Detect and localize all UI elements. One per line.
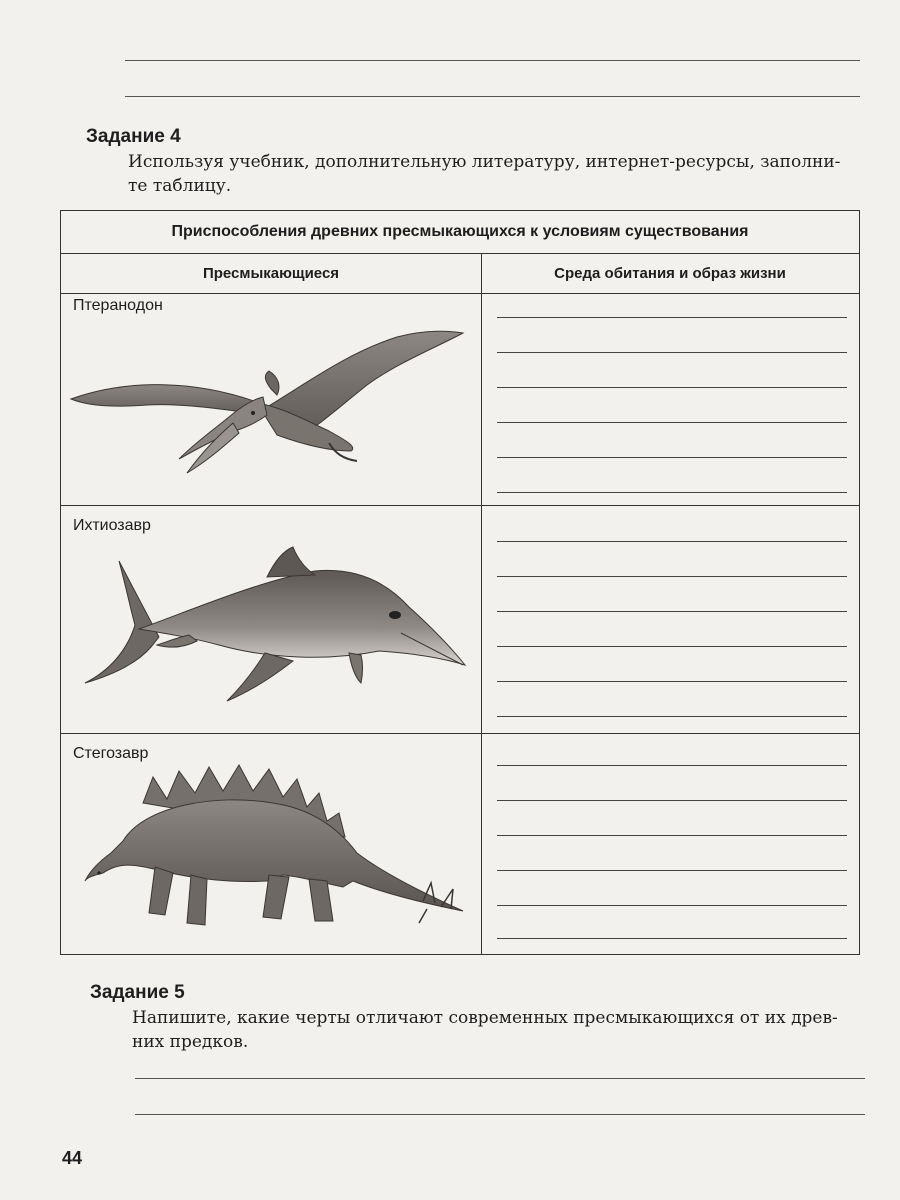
task-5-text: Напишите, какие черты отличают современных пресмыкающихся от их древ- них предков. [132, 1008, 838, 1052]
animal-name-pteranodon: Птеранодон [73, 297, 163, 314]
row-divider [61, 505, 859, 506]
animal-name-stegosaurus: Стегозавр [73, 745, 149, 762]
answer-line[interactable] [497, 611, 847, 612]
column-header-reptiles: Пресмыкающиеся [61, 253, 481, 294]
answer-line[interactable] [135, 1078, 865, 1079]
answer-line[interactable] [497, 681, 847, 682]
answer-line[interactable] [497, 352, 847, 353]
answer-line[interactable] [497, 317, 847, 318]
answer-line[interactable] [497, 938, 847, 939]
answer-line[interactable] [497, 716, 847, 717]
column-divider [481, 253, 482, 954]
answer-line[interactable] [135, 1114, 865, 1115]
answer-line[interactable] [497, 835, 847, 836]
answer-line[interactable] [497, 387, 847, 388]
animal-name-ichthyosaur: Ихтиозавр [73, 517, 151, 534]
answer-line[interactable] [497, 800, 847, 801]
answer-line[interactable] [497, 492, 847, 493]
task-4-title: Задание 4 [86, 126, 181, 147]
row-divider [61, 733, 859, 734]
answer-line[interactable] [497, 576, 847, 577]
answer-line[interactable] [497, 870, 847, 871]
answer-line[interactable] [497, 646, 847, 647]
page-number: 44 [62, 1148, 83, 1168]
adaptations-table [60, 210, 860, 955]
table-title: Приспособления древних пресмыкающихся к условиям существования [61, 211, 859, 254]
answer-line[interactable] [497, 457, 847, 458]
answer-line[interactable] [497, 905, 847, 906]
answer-line[interactable] [497, 422, 847, 423]
column-header-habitat: Среда обитания и образ жизни [481, 253, 859, 294]
task-4-text: Используя учебник, дополнительную литературу, интернет-ресурсы, заполни- те таблицу. [128, 152, 841, 196]
answer-line[interactable] [497, 765, 847, 766]
answer-line[interactable] [125, 60, 860, 61]
answer-line[interactable] [125, 96, 860, 97]
stegosaurus-illustration [83, 763, 473, 943]
task-5-title: Задание 5 [90, 982, 185, 1003]
ichthyosaur-illustration [79, 541, 469, 721]
pteranodon-illustration [67, 323, 467, 493]
answer-line[interactable] [497, 541, 847, 542]
